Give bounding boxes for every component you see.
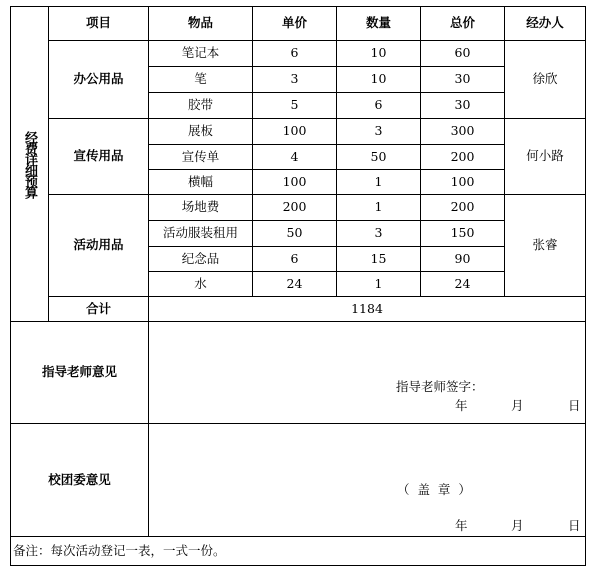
advisor-label: 指导老师意见	[41, 364, 117, 380]
cell-qty: 15	[370, 250, 387, 266]
committee-year: 年	[455, 518, 468, 533]
cell-item: 活动服装租用	[162, 225, 238, 241]
committee-month: 月	[511, 518, 524, 533]
cell-qty: 1	[374, 173, 383, 189]
cell-item: 场地费	[181, 199, 220, 215]
rule	[10, 565, 586, 566]
cell-total: 200	[450, 148, 475, 164]
note: 备注：每次活动登记一表，一式一份。	[13, 543, 226, 558]
cell-price: 3	[290, 71, 299, 87]
header-unit-price: 单价	[281, 15, 307, 31]
advisor-year: 年	[455, 398, 468, 413]
cell-price: 6	[290, 250, 299, 266]
cell-qty: 10	[370, 45, 387, 61]
cell-total: 300	[450, 123, 475, 139]
cell-qty: 1	[374, 275, 383, 291]
group-name: 办公用品	[73, 71, 124, 87]
cell-item: 笔记本	[181, 45, 220, 61]
advisor-month: 月	[511, 398, 524, 413]
committee-seal: （ 盖 章 ）	[397, 482, 471, 497]
cell-price: 100	[282, 173, 307, 189]
cell-item: 宣传单	[181, 148, 220, 164]
cell-price: 6	[290, 45, 299, 61]
cell-qty: 10	[370, 71, 387, 87]
committee-label: 校团委意见	[48, 471, 111, 487]
cell-price: 4	[290, 148, 299, 164]
cell-price: 50	[286, 225, 303, 241]
cell-price: 200	[282, 199, 307, 215]
group-handler: 张睿	[532, 237, 558, 253]
cell-item: 展板	[187, 123, 213, 139]
header-total: 总价	[449, 15, 475, 31]
cell-item: 胶带	[187, 97, 213, 113]
cell-qty: 3	[374, 123, 383, 139]
group-handler: 何小路	[526, 148, 564, 164]
cell-total: 60	[454, 45, 471, 61]
cell-total: 90	[454, 250, 471, 266]
cell-total: 150	[450, 225, 475, 241]
header-quantity: 数量	[365, 15, 391, 31]
sum-label: 合计	[85, 300, 111, 316]
cell-total: 24	[454, 275, 471, 291]
header-project: 项目	[85, 15, 111, 31]
cell-total: 30	[454, 71, 471, 87]
group-name: 活动用品	[73, 237, 124, 253]
side-label: 经费详细预算	[22, 131, 37, 197]
cell-total: 100	[450, 173, 475, 189]
cell-qty: 6	[374, 97, 383, 113]
cell-qty: 50	[370, 148, 387, 164]
group-name: 宣传用品	[73, 148, 124, 164]
cell-qty: 3	[374, 225, 383, 241]
rule	[585, 6, 586, 566]
cell-total: 200	[450, 199, 475, 215]
cell-price: 24	[286, 275, 303, 291]
cell-item: 笔	[194, 71, 207, 87]
cell-qty: 1	[374, 199, 383, 215]
cell-item: 纪念品	[181, 250, 220, 266]
cell-total: 30	[454, 97, 471, 113]
cell-price: 100	[282, 123, 307, 139]
rule	[10, 536, 586, 537]
committee-day: 日	[568, 518, 581, 533]
sum-value: 1184	[351, 300, 383, 316]
advisor-signature-label: 指导老师签字：	[396, 379, 484, 394]
header-item: 物品	[187, 15, 213, 31]
cell-price: 5	[290, 97, 299, 113]
group-handler: 徐欣	[532, 71, 558, 87]
cell-item: 水	[194, 275, 207, 291]
header-handler: 经办人	[526, 15, 564, 31]
cell-item: 横幅	[187, 173, 213, 189]
advisor-day: 日	[568, 398, 581, 413]
